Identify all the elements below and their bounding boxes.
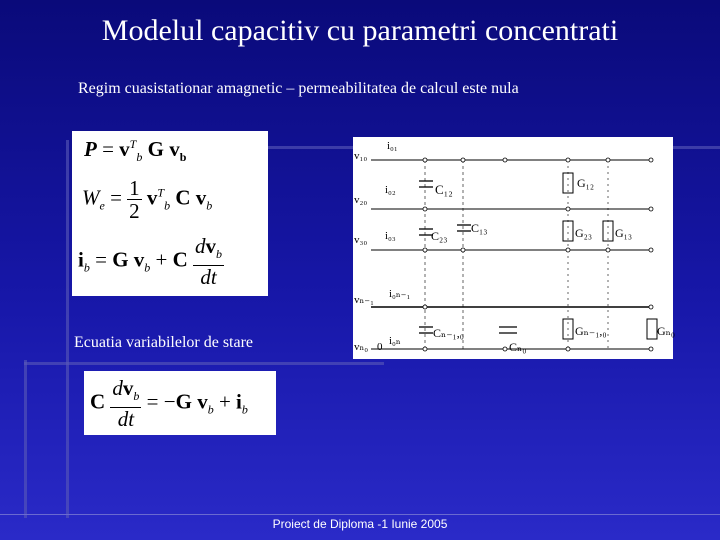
res-label-g12: G₁₂ [577,176,595,190]
decor-line-left-2 [24,360,27,518]
res-gn0 [647,319,657,339]
res-label-gn0: Gₙ₀ [657,324,676,338]
footer-divider [0,514,720,515]
circuit-svg [353,137,676,359]
node-label-2: v₂₀ [354,194,368,206]
decor-line-left [66,140,69,518]
state-equation: C $\frac{dv_b}{dt}$ = −G $v_b + i_b$ [90,376,248,432]
decor-line-low [24,362,384,365]
cap-label-c23: C₂₃ [431,229,448,243]
cap-label-cn1: Cₙ₋₁,₀ [433,326,464,340]
current-label-n1: i₀ₙ₋₁ [389,288,411,300]
node-label-n1: vₙ₋₁ [354,294,374,306]
res-label-g23: G₂₃ [575,226,593,240]
ground-zero-label: 0 [377,341,383,353]
node-label-n: vₙ₀ [354,341,369,353]
state-equation-label: Ecuatia variabilelor de stare [74,334,254,351]
subtitle: Regim cuasistationar amagnetic – permeabilitatea de calcul este nula [78,80,519,97]
current-label-3: i₀₃ [385,230,396,242]
node-dots [423,158,653,351]
equations-box [72,131,268,296]
current-equation: $i_b = G$ $v_b + C$ $\frac{dv_b}{dt}$ [78,234,223,290]
page-title: Modelul capacitiv cu parametri concentrati [101,14,619,47]
current-label-1: i₀₁ [387,140,398,152]
energy-equation: $W_e$ = $\frac{1}{2}$ $v^T_b$ C $v_b$ [82,176,213,223]
node-label-1: v₁₀ [354,150,368,162]
state-equation-box [84,371,276,435]
current-label-2: i₀₂ [385,184,396,196]
cap-label-c13: C₁₃ [471,221,488,235]
cap-label-cn0: Cₙ₀ [509,340,527,354]
current-label-n: i₀ₙ [389,335,401,347]
power-equation: $P = v^T_b$ G $v_b$ [84,137,187,165]
node-label-3: v₃₀ [354,234,368,246]
cap-label-c12: C₁₂ [435,182,453,197]
res-label-gn1: Gₙ₋₁,₀ [575,324,607,338]
circuit-diagram [353,137,676,359]
res-label-g13: G₁₃ [615,226,633,240]
footer-text: Proiect de Diploma -1 Iunie 2005 [272,517,448,531]
